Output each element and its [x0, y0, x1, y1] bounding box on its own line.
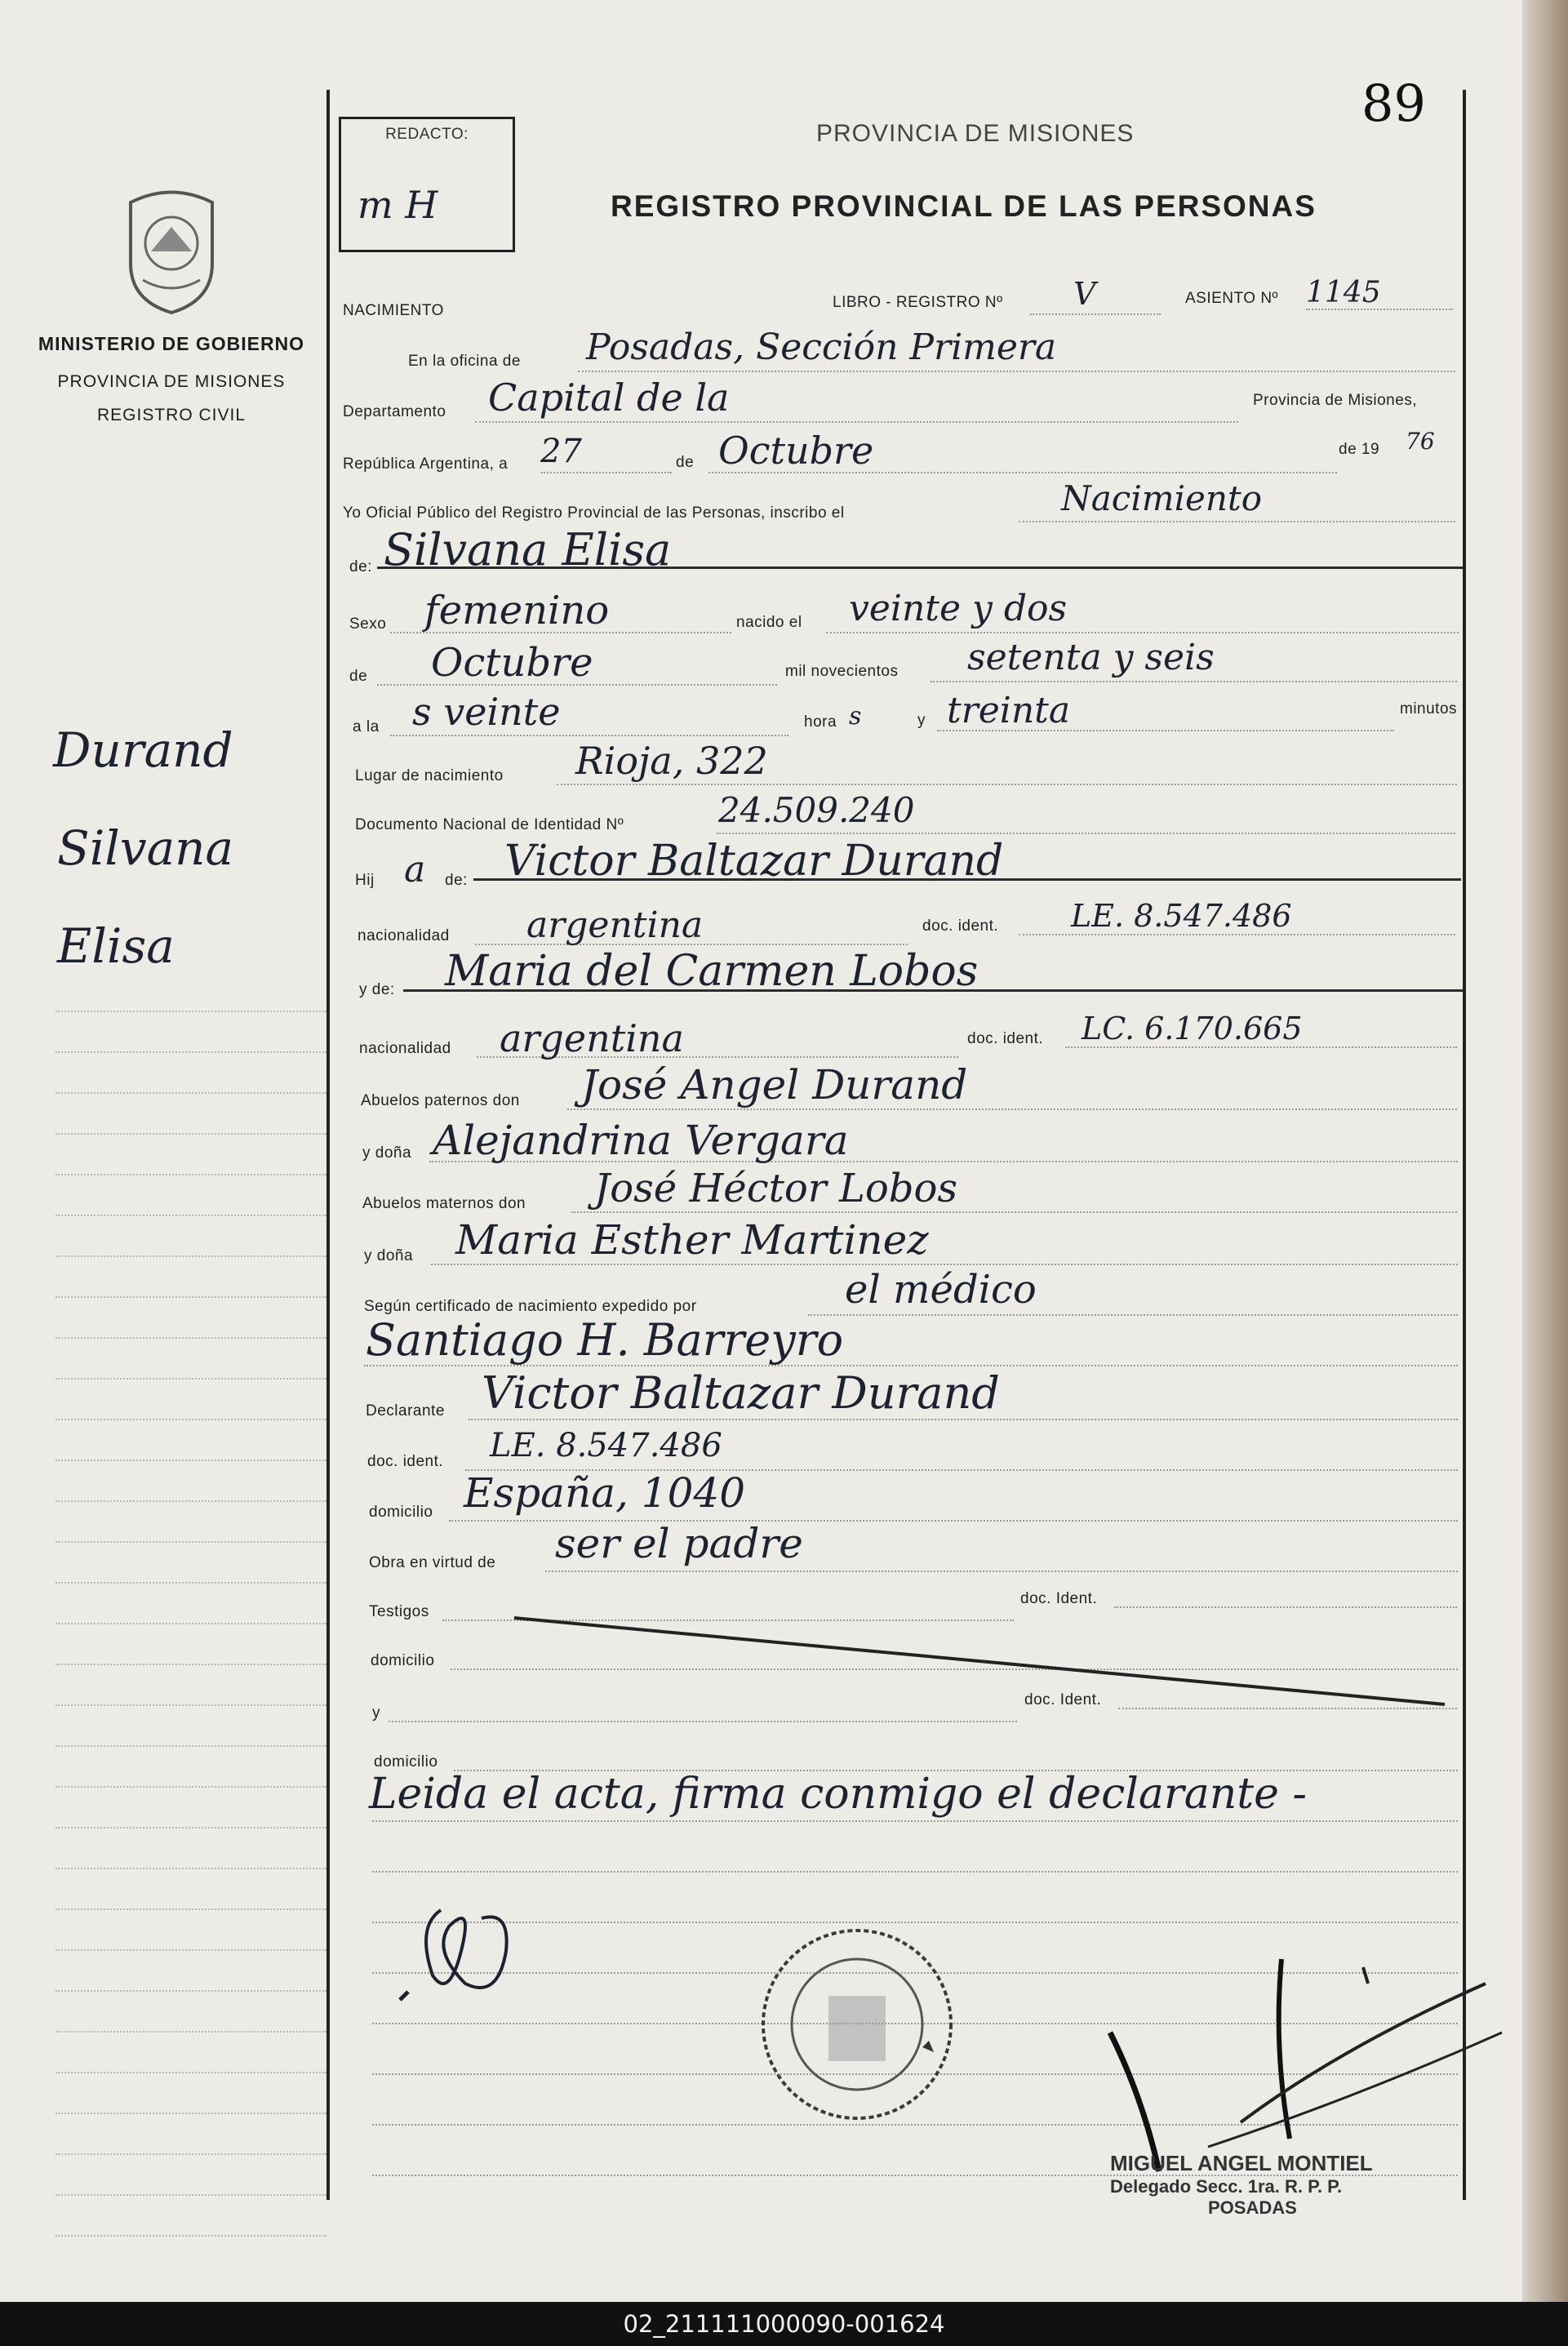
dni-value: 24.509.240	[718, 790, 915, 830]
abuelos-paternos-label: Abuelos paternos don	[361, 1092, 520, 1109]
minutos-value: treinta	[947, 690, 1071, 731]
domicilio-3-label: domicilio	[374, 1753, 438, 1771]
page-number: 89	[1361, 73, 1426, 133]
nacionalidad-padre-label: nacionalidad	[358, 927, 450, 944]
hij-de-label: de:	[445, 872, 468, 889]
lugar-label: Lugar de nacimiento	[355, 767, 504, 784]
anio-label: de 19	[1339, 441, 1380, 458]
abuela-materna-value: Maria Esther Martinez	[455, 1216, 929, 1264]
crest-emblem-icon	[118, 186, 224, 317]
redacto-label: REDACTO:	[385, 126, 469, 143]
nacionalidad-madre-label: nacionalidad	[359, 1040, 451, 1057]
abuelo-paterno-value: José Angel Durand	[581, 1061, 968, 1109]
libro-value: V	[1073, 276, 1096, 312]
oficina-label: En la oficina de	[408, 353, 521, 370]
departamento-label: Departamento	[343, 403, 446, 420]
asiento-label: ASIENTO Nº	[1185, 290, 1278, 307]
testigos-label: Testigos	[369, 1603, 429, 1620]
mes-value: Octubre	[718, 429, 874, 473]
hij-suffix: a	[404, 849, 426, 891]
de-label: de	[676, 454, 695, 471]
stamp-line-2: Delegado Secc. 1ra. R. P. P.	[1110, 2176, 1343, 2197]
nombre-value: Silvana Elisa	[384, 524, 672, 575]
page-edge	[1522, 0, 1568, 2302]
doc-declarante-value: LE. 8.547.486	[490, 1427, 722, 1464]
margin-note-name2: Elisa	[57, 918, 175, 974]
mil-label: mil novecientos	[785, 663, 899, 680]
doc-madre-label: doc. ident.	[967, 1030, 1044, 1047]
libro-label: LIBRO - REGISTRO Nº	[833, 294, 1003, 311]
nacionalidad-madre-value: argentina	[500, 1016, 684, 1060]
nacido-label: nacido el	[736, 614, 802, 631]
redacto-value: m H	[358, 183, 438, 227]
doc-padre-label: doc. ident.	[922, 918, 999, 935]
image-id-caption: 02_211111000090-001624	[0, 2302, 1568, 2346]
nacionalidad-padre-value: argentina	[526, 904, 704, 946]
certificado-value: el médico	[845, 1267, 1037, 1313]
oficial-value: Nacimiento	[1061, 478, 1263, 518]
madre-value: Maria del Carmen Lobos	[445, 947, 979, 996]
margin-note-surname: Durand	[53, 722, 233, 778]
stamp-line-3: POSADAS	[1208, 2197, 1297, 2218]
certificado-label: Según certificado de nacimiento expedido por	[364, 1298, 697, 1315]
hora-value: s veinte	[412, 690, 561, 734]
y-dona-materna-label: y doña	[364, 1247, 414, 1264]
alas-label: a la	[353, 718, 380, 735]
domicilio-label: domicilio	[369, 1504, 433, 1521]
dni-label: Documento Nacional de Identidad Nº	[355, 816, 624, 833]
civil-registry-heading: REGISTRO CIVIL	[96, 406, 247, 424]
doc-declarante-label: doc. ident.	[367, 1453, 444, 1470]
provincia-label: Provincia de Misiones,	[1253, 392, 1418, 409]
de-mes-label: de	[349, 668, 368, 685]
margin-note-name1: Silvana	[57, 820, 234, 876]
left-margin	[0, 0, 326, 2302]
abuelos-maternos-label: Abuelos maternos don	[362, 1195, 526, 1212]
domicilio-value: España, 1040	[464, 1469, 746, 1517]
doc-madre-value: LC. 6.170.665	[1082, 1011, 1303, 1046]
departamento-value: Capital de la	[488, 375, 730, 420]
doc-ident-1-label: doc. Ident.	[1020, 1590, 1098, 1607]
republica-label: República Argentina, a	[343, 455, 509, 473]
hij-label: Hij	[355, 872, 375, 889]
hora-suffix: s	[849, 702, 862, 731]
asiento-value: 1145	[1306, 276, 1381, 309]
lugar-value: Rioja, 322	[575, 739, 768, 783]
doc-padre-value: LE. 8.547.486	[1071, 898, 1292, 934]
obra-label: Obra en virtud de	[369, 1554, 496, 1571]
province-title: PROVINCIA DE MISIONES	[816, 120, 1135, 147]
sexo-value: femenino	[424, 588, 610, 633]
anio-value: 76	[1406, 428, 1435, 455]
minutos-label: minutos	[1400, 700, 1458, 718]
closing-statement: Leida el acta, firma conmigo el declarante -	[369, 1770, 1308, 1819]
obra-value: ser el padre	[555, 1520, 803, 1567]
oficina-value: Posadas, Sección Primera	[586, 327, 1057, 368]
official-stamp-text	[1110, 2151, 1373, 2219]
province-heading: PROVINCIA DE MISIONES	[57, 372, 286, 391]
declarante-label: Declarante	[366, 1402, 445, 1420]
padre-value: Victor Baltazar Durand	[504, 837, 1004, 886]
nacimiento-label: NACIMIENTO	[343, 302, 444, 319]
dia-value: 27	[540, 433, 582, 470]
redacto-box	[339, 117, 515, 252]
declarant-signature	[384, 1877, 547, 2024]
y-de-label: y de:	[359, 981, 395, 998]
doc-ident-2-label: doc. Ident.	[1024, 1691, 1102, 1708]
abuelo-materno-value: José Héctor Lobos	[594, 1166, 958, 1211]
y-dona-paterna-label: y doña	[362, 1144, 412, 1162]
strikethrough-line	[490, 1608, 1469, 1714]
mes-nacimiento-value: Octubre	[431, 640, 593, 686]
nacido-value: veinte y dos	[849, 588, 1068, 629]
declarante-value: Victor Baltazar Durand	[482, 1367, 1000, 1419]
y-testigo-label: y	[372, 1704, 380, 1722]
anio-nacimiento-value: setenta y seis	[967, 637, 1215, 678]
nombre-de-label: de:	[349, 558, 372, 575]
medico-value: Santiago H. Barreyro	[366, 1314, 844, 1366]
official-seal-icon	[751, 1918, 963, 2131]
domicilio-2-label: domicilio	[371, 1652, 435, 1669]
stamp-line-1: MIGUEL ANGEL MONTIEL	[1110, 2151, 1373, 2175]
oficial-label: Yo Oficial Público del Registro Provincial de las Personas, inscribo el	[343, 504, 845, 522]
abuela-paterna-value: Alejandrina Vergara	[433, 1117, 849, 1164]
page-title: REGISTRO PROVINCIAL DE LAS PERSONAS	[611, 189, 1317, 223]
hora-label: hora	[804, 713, 837, 731]
y-label: y	[917, 712, 926, 729]
ministry-heading: MINISTERIO DE GOBIERNO	[38, 333, 305, 354]
sexo-label: Sexo	[349, 615, 387, 633]
